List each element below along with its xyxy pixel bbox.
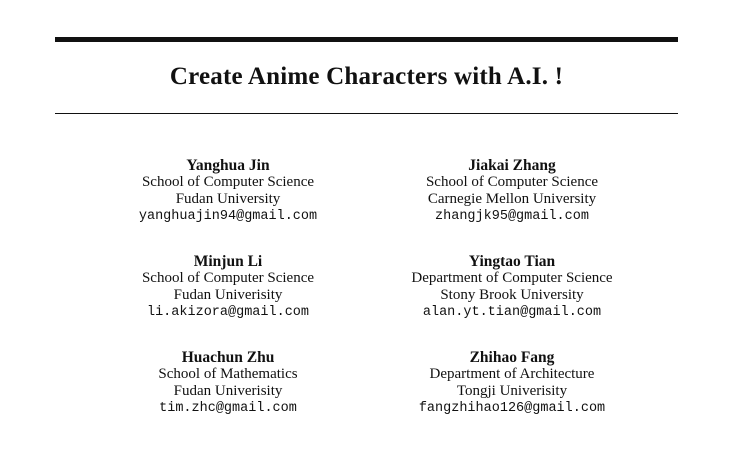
author-name: Jiakai Zhang (468, 157, 556, 174)
author-name: Minjun Li (193, 253, 263, 270)
author-block (362, 253, 662, 321)
author-block (362, 157, 662, 225)
author-name: Zhihao Fang (469, 349, 555, 366)
author-email: alan.yt.tian@gmail.com (422, 305, 602, 320)
author-affiliation: Department of Architecture (429, 366, 595, 382)
author-block (362, 349, 662, 417)
author-block (78, 253, 378, 321)
title-bottom-rule (55, 113, 678, 114)
author-affiliation: School of Computer Science (141, 174, 315, 190)
author-email: tim.zhc@gmail.com (159, 401, 297, 416)
title-top-rule (55, 37, 678, 42)
author-institution: Fudan Univerisity (173, 287, 283, 303)
author-block (78, 349, 378, 417)
author-name: Yingtao Tian (468, 253, 556, 270)
author-email: fangzhihao126@gmail.com (418, 401, 606, 416)
author-affiliation: Department of Computer Science (411, 270, 613, 286)
author-institution: Fudan Univerisity (173, 383, 283, 399)
paper-title: Create Anime Characters with A.I. ! (169, 63, 564, 90)
author-affiliation: School of Computer Science (141, 270, 315, 286)
author-email: yanghuajin94@gmail.com (138, 209, 318, 224)
author-affiliation: School of Computer Science (425, 174, 599, 190)
author-institution: Stony Brook University (440, 287, 584, 303)
author-institution: Carnegie Mellon University (427, 191, 597, 207)
author-affiliation: School of Mathematics (158, 366, 298, 382)
author-institution: Fudan University (175, 191, 281, 207)
author-institution: Tongji Univerisity (456, 383, 568, 399)
author-email: li.akizora@gmail.com (146, 305, 310, 320)
author-name: Yanghua Jin (186, 157, 270, 174)
author-name: Huachun Zhu (181, 349, 275, 366)
author-email: zhangjk95@gmail.com (435, 209, 589, 224)
author-block (78, 157, 378, 225)
